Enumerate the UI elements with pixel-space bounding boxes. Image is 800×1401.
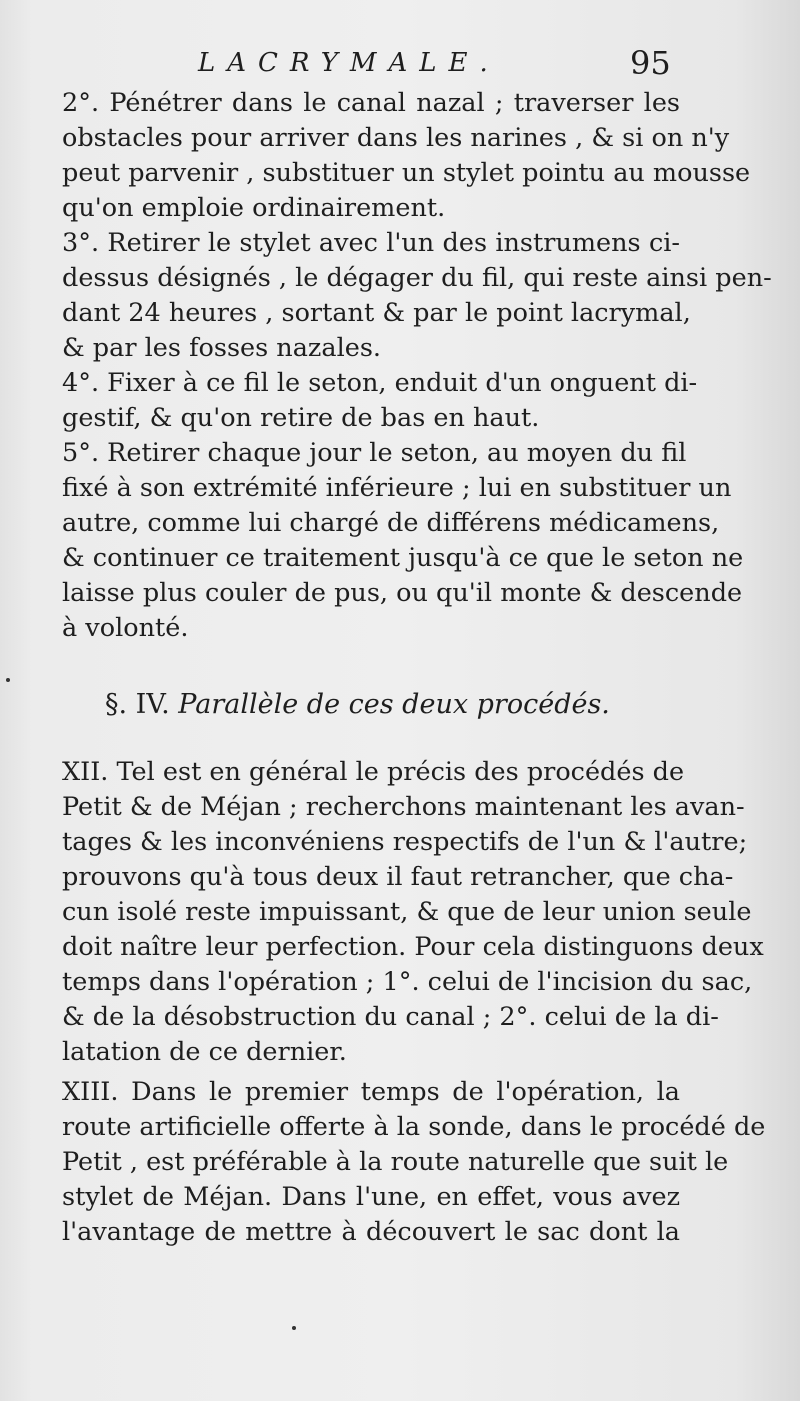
section-title: Parallèle de ces deux procédés. <box>178 689 610 720</box>
text-line: l'avantage de mettre à découvert le sac dont la <box>62 1217 680 1247</box>
text-line: qu'on emploie ordinairement. <box>62 193 446 223</box>
text-line: & de la désobstruction du canal ; 2°. celui de la di- <box>62 1002 719 1032</box>
ink-speck <box>292 1326 296 1330</box>
text-line: gestif, & qu'on retire de bas en haut. <box>62 403 540 433</box>
text-line: temps dans l'opération ; 1°. celui de l'incision du sac, <box>62 967 753 997</box>
text-line: tages & les inconvéniens respectifs de l'un & l'autre; <box>62 827 748 857</box>
text-line: Petit , est préférable à la route naturelle que suit le <box>62 1147 729 1177</box>
ink-speck <box>6 678 10 682</box>
text-line: dant 24 heures , sortant & par le point lacrymal, <box>62 298 691 328</box>
text-line: Petit & de Méjan ; recherchons maintenant les avan- <box>62 792 745 822</box>
text-line: XIII. Dans le premier temps de l'opération, la <box>62 1077 680 1107</box>
running-head: LACRYMALE. <box>198 48 500 78</box>
text-line: & par les fosses nazales. <box>62 333 382 363</box>
text-line: doit naître leur perfection. Pour cela distinguons deux <box>62 932 764 962</box>
page-number: 95 <box>630 44 671 82</box>
text-line: fixé à son extrémité inférieure ; lui en substituer un <box>62 473 732 503</box>
text-line: laisse plus couler de pus, ou qu'il monte & descende <box>62 578 743 608</box>
text-line: 3°. Retirer le stylet avec l'un des instrumens ci- <box>62 228 680 258</box>
paragraph-xii <box>62 755 764 1070</box>
paragraph-xiii <box>62 1075 766 1250</box>
text-line: 5°. Retirer chaque jour le seton, au moyen du fil <box>62 438 687 468</box>
text-line: route artificielle offerte à la sonde, dans le procédé de <box>62 1112 766 1142</box>
text-line: stylet de Méjan. Dans l'une, en effet, vous avez <box>62 1182 680 1212</box>
text-line: prouvons qu'à tous deux il faut retrancher, que cha- <box>62 862 734 892</box>
section-number: §. IV. <box>105 689 170 720</box>
paragraph-steps <box>62 86 772 646</box>
text-line: autre, comme lui chargé de différens médicamens, <box>62 508 720 538</box>
text-line: 2°. Pénétrer dans le canal nazal ; traverser les <box>62 88 680 118</box>
text-line: XII. Tel est en général le précis des procédés de <box>62 757 685 787</box>
text-line: dessus désignés , le dégager du fil, qui reste ainsi pen- <box>62 263 772 293</box>
text-line: peut parvenir , substituer un stylet pointu au mousse <box>62 158 751 188</box>
section-heading <box>105 689 610 720</box>
text-line: 4°. Fixer à ce fil le seton, enduit d'un onguent di- <box>62 368 698 398</box>
text-line: obstacles pour arriver dans les narines , & si on n'y <box>62 123 730 153</box>
text-line: à volonté. <box>62 613 189 643</box>
page-header <box>0 44 800 88</box>
text-line: latation de ce dernier. <box>62 1037 347 1067</box>
text-line: & continuer ce traitement jusqu'à ce que le seton ne <box>62 543 744 573</box>
text-line: cun isolé reste impuissant, & que de leur union seule <box>62 897 752 927</box>
